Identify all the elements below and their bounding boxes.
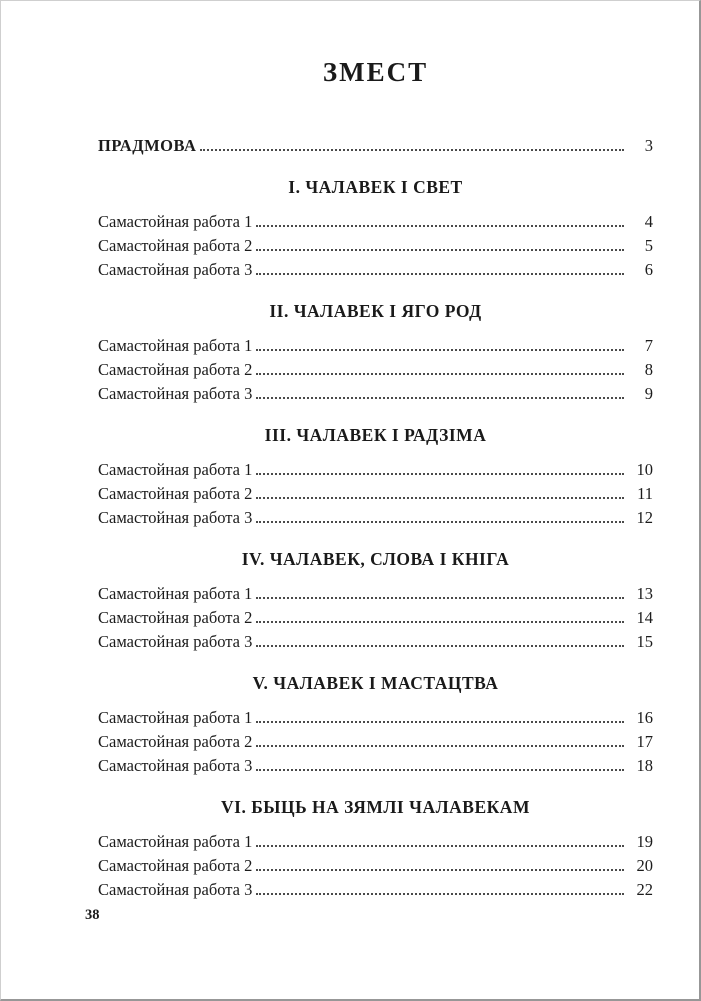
toc-entry-page: 14 [636,608,653,627]
toc-entry-label: Самастойная работа 2 [98,360,253,379]
dot-leader [256,473,624,475]
toc-entry-page: 11 [637,484,653,503]
section-heading: III. ЧАЛАВЕК І РАДЗІМА [264,425,487,445]
toc-entry-label: Самастойная работа 1 [98,708,253,727]
toc-entry-page: 18 [636,756,653,775]
toc-entry [98,210,653,234]
toc-entry [98,878,653,902]
footer-page-number: 38 [85,907,100,923]
dot-leader [256,621,624,623]
dot-leader [256,745,624,747]
section-heading: V. ЧАЛАВЕК І МАСТАЦТВА [252,673,499,693]
toc-entry [98,630,653,654]
toc-entry [98,482,653,506]
dot-leader [256,869,624,871]
toc-entry-label: Самастойная работа 3 [98,260,253,279]
toc-entry-page: 9 [644,384,653,403]
toc-entry-page: 19 [636,832,653,851]
toc-entry-label: Самастойная работа 1 [98,832,253,851]
toc-entry-page: 16 [636,708,653,727]
toc-entry-label: Самастойная работа 1 [98,584,253,603]
section-heading: II. ЧАЛАВЕК І ЯГО РОД [269,301,482,321]
toc-entry [98,358,653,382]
toc-entry-label: Самастойная работа 3 [98,384,253,403]
dot-leader [256,273,624,275]
dot-leader [256,721,624,723]
toc-entry [98,334,653,358]
toc-entry [98,458,653,482]
page-title: ЗМЕСТ [322,57,429,87]
toc-entry-label: Самастойная работа 3 [98,632,253,651]
toc-sections [98,177,653,902]
toc-entry [98,506,653,530]
dot-leader [200,149,624,151]
toc-entry [98,234,653,258]
toc-entry-page: 3 [644,136,653,155]
toc-entry-label: Самастойная работа 2 [98,608,253,627]
toc-entry-label: Самастойная работа 3 [98,880,253,899]
toc-entry-page: 6 [644,260,653,279]
dot-leader [256,225,624,227]
dot-leader [256,397,624,399]
toc-entry-page: 8 [644,360,653,379]
toc-entry-label: Самастойная работа 1 [98,460,253,479]
toc-entry-page: 4 [644,212,653,231]
toc-entry-label: Самастойная работа 1 [98,336,253,355]
toc-entry [98,730,653,754]
section-heading: I. ЧАЛАВЕК І СВЕТ [288,177,463,197]
toc-entry-page: 13 [636,584,653,603]
toc-entry [98,830,653,854]
dot-leader [256,597,624,599]
dot-leader [256,497,624,499]
toc-entry-page: 7 [644,336,653,355]
toc-entry-preface [98,134,653,158]
dot-leader [256,521,624,523]
toc-entry-page: 12 [636,508,653,527]
toc-entry [98,854,653,878]
toc-entry-page: 22 [636,880,653,899]
dot-leader [256,893,624,895]
section-heading: IV. ЧАЛАВЕК, СЛОВА І КНІГА [241,549,510,569]
section-heading: VI. БЫЦЬ НА ЗЯМЛІ ЧАЛАВЕКАМ [221,797,530,817]
dot-leader [256,645,624,647]
toc-entry-label: Самастойная работа 2 [98,732,253,751]
toc-entry-label: ПРАДМОВА [98,136,197,155]
toc-entry-label: Самастойная работа 2 [98,484,253,503]
toc-entry [98,606,653,630]
dot-leader [256,373,624,375]
toc-entry-label: Самастойная работа 2 [98,236,253,255]
toc-entry-page: 20 [636,856,653,875]
toc-entry-page: 15 [636,632,653,651]
toc-entry-page: 5 [644,236,653,255]
toc-entry-label: Самастойная работа 2 [98,856,253,875]
toc-entry-page: 10 [636,460,653,479]
toc-entry-label: Самастойная работа 3 [98,508,253,527]
toc-entry-page: 17 [636,732,653,751]
toc-entry [98,382,653,406]
dot-leader [256,769,624,771]
dot-leader [256,845,624,847]
dot-leader [256,349,624,351]
toc-entry [98,258,653,282]
toc-entry [98,582,653,606]
dot-leader [256,249,624,251]
toc-entry [98,706,653,730]
toc-entry-label: Самастойная работа 3 [98,756,253,775]
toc-entry [98,754,653,778]
toc-entry-label: Самастойная работа 1 [98,212,253,231]
